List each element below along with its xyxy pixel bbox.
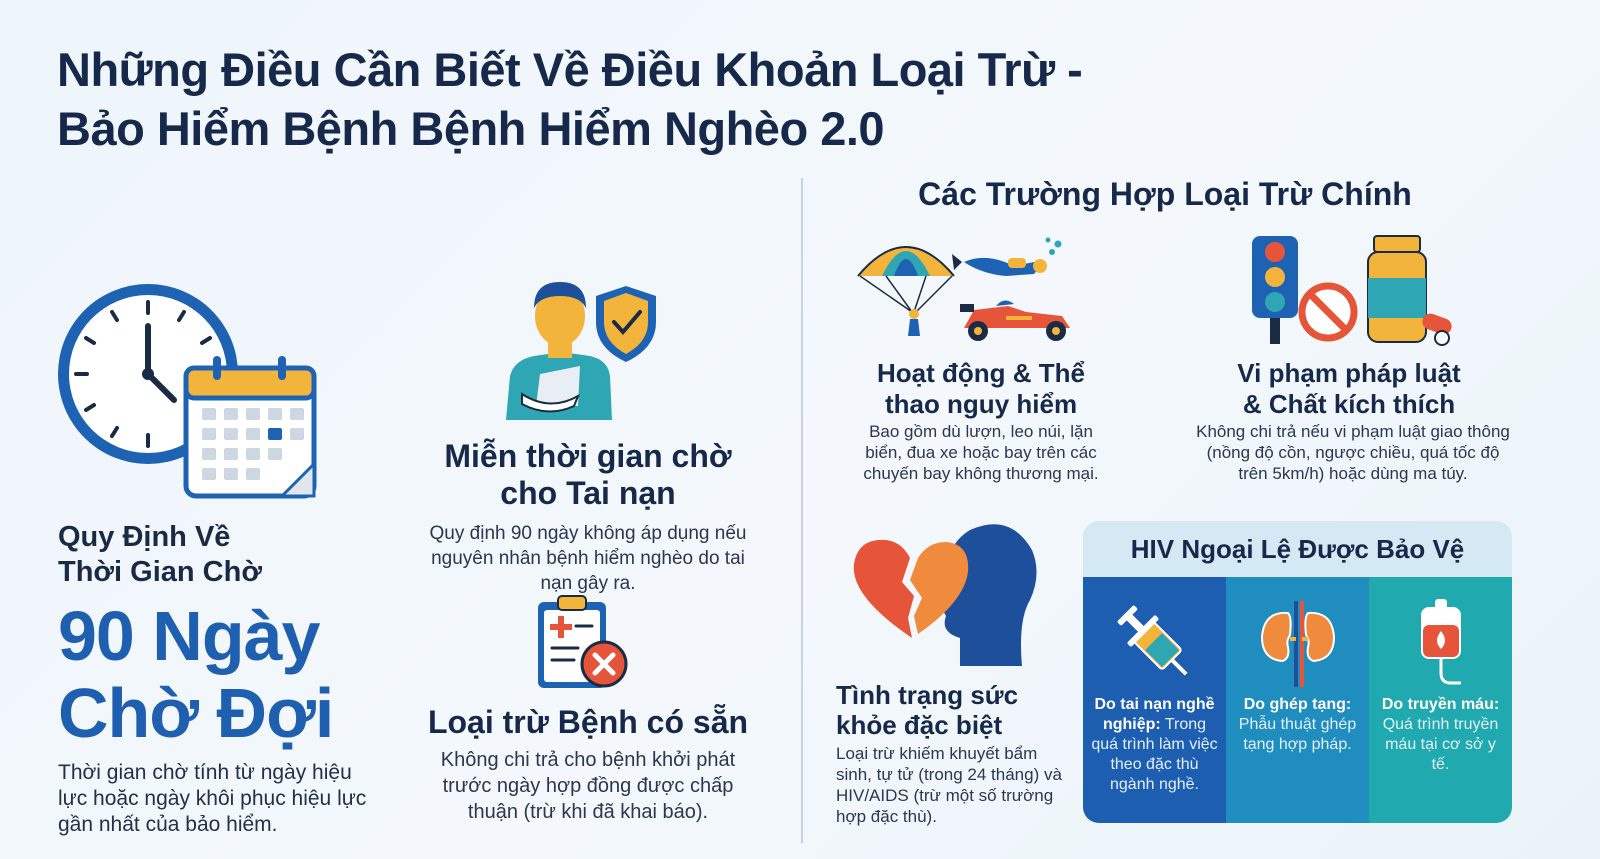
accident-exemption-title [418,438,758,512]
preexisting-condition-title: Loại trừ Bệnh có sẵn [427,704,749,740]
injured-person-shield-icon [500,278,665,423]
waiting-days-highlight [58,598,388,752]
waiting-days-line1: 90 Ngày [58,597,320,675]
broken-heart-head-icon [850,520,1040,668]
hiv-transplant-label: Do ghép tạng: [1243,696,1352,713]
waiting-period-heading [58,520,378,590]
accident-exemption-description: Quy định 90 ngày không áp dụng nếu nguyên nhân bệnh hiểm nghèo do tai nạn gây ra. [429,523,747,594]
hiv-transfusion-label: Do truyền máu: [1381,696,1500,713]
law-violation-description: Không chi trả nếu vi phạm luật giao thông (nồng độ cồn, ngược chiều, quá tốc độ trên 5km/h) hoặc dùng ma túy. [1196,422,1510,483]
hiv-exception-transplant [1226,577,1369,823]
column-divider [801,178,803,843]
syringe-icon [1109,597,1201,689]
hiv-exceptions-title: HIV Ngoại Lệ Được Bảo Vệ [1083,521,1512,577]
accident-title-line2: cho Tai nạn [500,475,676,511]
traffic-substance-icon [1246,234,1461,346]
law-violation-title [1214,358,1484,420]
special-health-description: Loại trừ khiếm khuyết bẩm sinh, tự tử (trong 24 tháng) và HIV/AIDS (trừ một số trường hợp đặc thù). [836,744,1062,826]
dangerous-title-line1: Hoạt động & Thể [877,358,1085,388]
hiv-exception-occupational [1083,577,1226,823]
kidney-icon [1252,597,1344,689]
main-exclusions-title: Các Trường Hợp Loại Trừ Chính [918,176,1412,212]
hiv-exception-transfusion [1369,577,1512,823]
page-title [57,40,1157,158]
waiting-heading-line2: Thời Gian Chờ [58,556,262,588]
law-title-line2: & Chất kích thích [1242,389,1456,419]
waiting-heading-line1: Quy Định Về [58,521,231,553]
health-title-line2: khỏe đặc biệt [836,710,1003,740]
dangerous-activities-description: Bao gồm dù lượn, leo núi, lặn biển, đua xe hoặc bay trên các chuyến bay không thương mại. [863,422,1099,483]
page-title-line2: Bảo Hiểm Bệnh Bệnh Hiểm Nghèo 2.0 [57,102,885,155]
health-title-line1: Tình trạng sức [836,680,1019,710]
hiv-transplant-text: Phẫu thuật ghép tạng hợp pháp. [1238,716,1357,753]
dangerous-activities-title [846,358,1116,420]
waiting-days-line2: Chờ Đợi [58,674,334,752]
hiv-transfusion-text: Quá trình truyền máu tại cơ sở y tế. [1382,716,1499,773]
preexisting-condition-description: Không chi trả cho bệnh khởi phát trước ngày hợp đồng được chấp thuận (trừ khi đã khai báo). [440,749,736,823]
accident-title-line1: Miễn thời gian chờ [444,438,732,474]
law-title-line1: Vi phạm pháp luật [1237,358,1461,388]
page-title-line1: Những Điều Cần Biết Về Điều Khoản Loại Trừ - [57,43,1083,96]
clipboard-exclusion-icon [534,592,632,692]
blood-bag-icon [1395,597,1487,689]
clock-calendar-icon [56,282,326,500]
hiv-exceptions-panel [1083,521,1512,823]
waiting-description: Thời gian chờ tính từ ngày hiệu lực hoặc ngày khôi phục hiệu lực gần nhất của bảo hiểm. [58,761,367,836]
special-health-title [836,680,1076,740]
hiv-occupational-label: Do tai nạn nghề nghiệp: [1094,696,1215,733]
dangerous-title-line2: thao nguy hiểm [884,389,1078,419]
hiv-occupational-text: Trong quá trình làm việc theo đặc thù ngành nghề. [1091,716,1218,793]
dangerous-sports-icon [856,232,1086,347]
